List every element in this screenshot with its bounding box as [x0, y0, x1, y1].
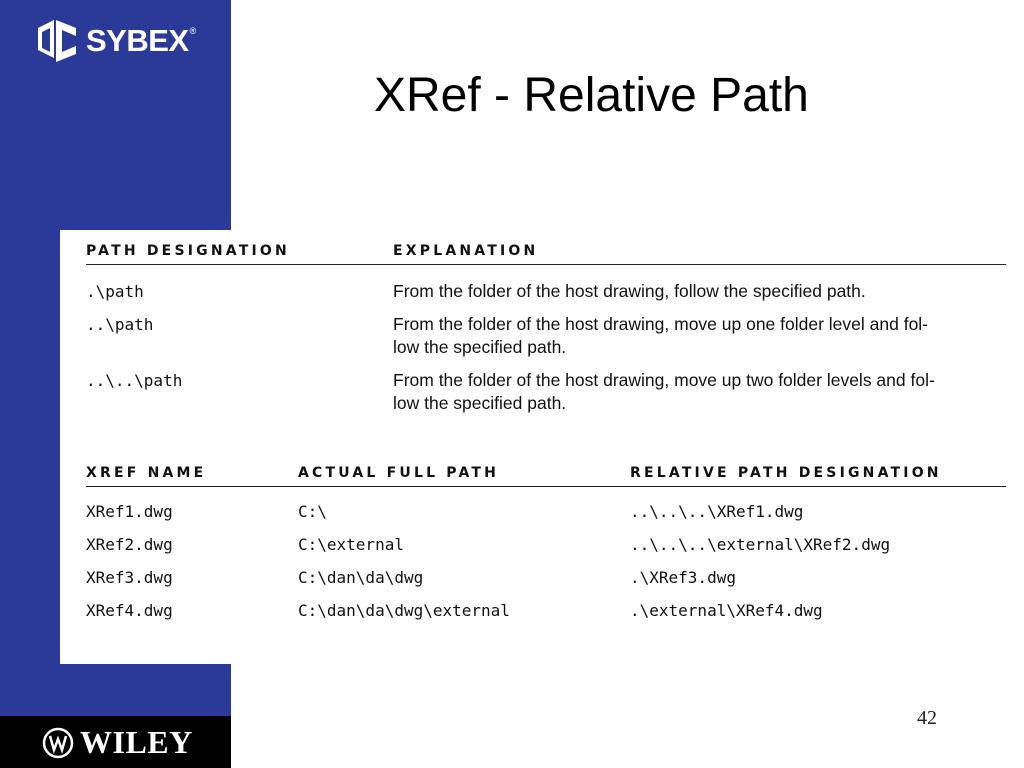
full-path-cell: C:\dan\da\dwg\external	[298, 601, 510, 620]
sybex-cube-icon	[34, 18, 80, 64]
header-explanation: EXPLANATION	[393, 243, 539, 259]
xref-name-cell: XRef3.dwg	[86, 568, 173, 587]
wiley-wordmark: WILEY	[80, 724, 193, 760]
registered-mark: ®	[189, 26, 197, 36]
full-path-cell: C:\external	[298, 535, 404, 554]
wiley-logo	[42, 724, 193, 761]
xref-name-cell: XRef4.dwg	[86, 601, 173, 620]
relative-path-cell: .\XRef3.dwg	[630, 568, 736, 587]
table-panel	[60, 230, 1024, 664]
path-designation-cell: .\path	[86, 282, 144, 301]
header-xref-name: XREF NAME	[86, 465, 207, 481]
header-actual-full-path: ACTUAL FULL PATH	[298, 465, 500, 481]
full-path-cell: C:\dan\da\dwg	[298, 568, 424, 587]
xref-name-cell: XRef2.dwg	[86, 535, 173, 554]
sybex-wordmark: SYBEX	[86, 23, 189, 58]
page-number: 42	[917, 707, 937, 729]
header-rule	[86, 264, 1006, 265]
explanation-cell: From the folder of the host drawing, move up two folder levels and fol- low the specified path.	[393, 370, 935, 413]
sybex-logo	[34, 18, 196, 64]
xref-name-cell: XRef1.dwg	[86, 502, 173, 521]
path-designation-cell: ..\..\path	[86, 371, 183, 390]
explanation-cell: From the folder of the host drawing, follow the specified path.	[393, 281, 866, 301]
relative-path-cell: ..\..\..\external\XRef2.dwg	[630, 535, 891, 554]
relative-path-cell: ..\..\..\XRef1.dwg	[630, 502, 804, 521]
header-rule	[86, 486, 1006, 487]
explanation-cell: From the folder of the host drawing, move up one folder level and fol- low the specified path.	[393, 314, 929, 357]
header-path-designation: PATH DESIGNATION	[86, 243, 290, 259]
relative-path-cell: .\external\XRef4.dwg	[630, 601, 823, 620]
wiley-emblem-icon	[42, 726, 74, 760]
slide-title: XRef - Relative Path	[374, 69, 809, 122]
header-relative-path-designation: RELATIVE PATH DESIGNATION	[630, 465, 942, 481]
full-path-cell: C:\	[298, 502, 327, 521]
path-designation-cell: ..\path	[86, 315, 154, 334]
